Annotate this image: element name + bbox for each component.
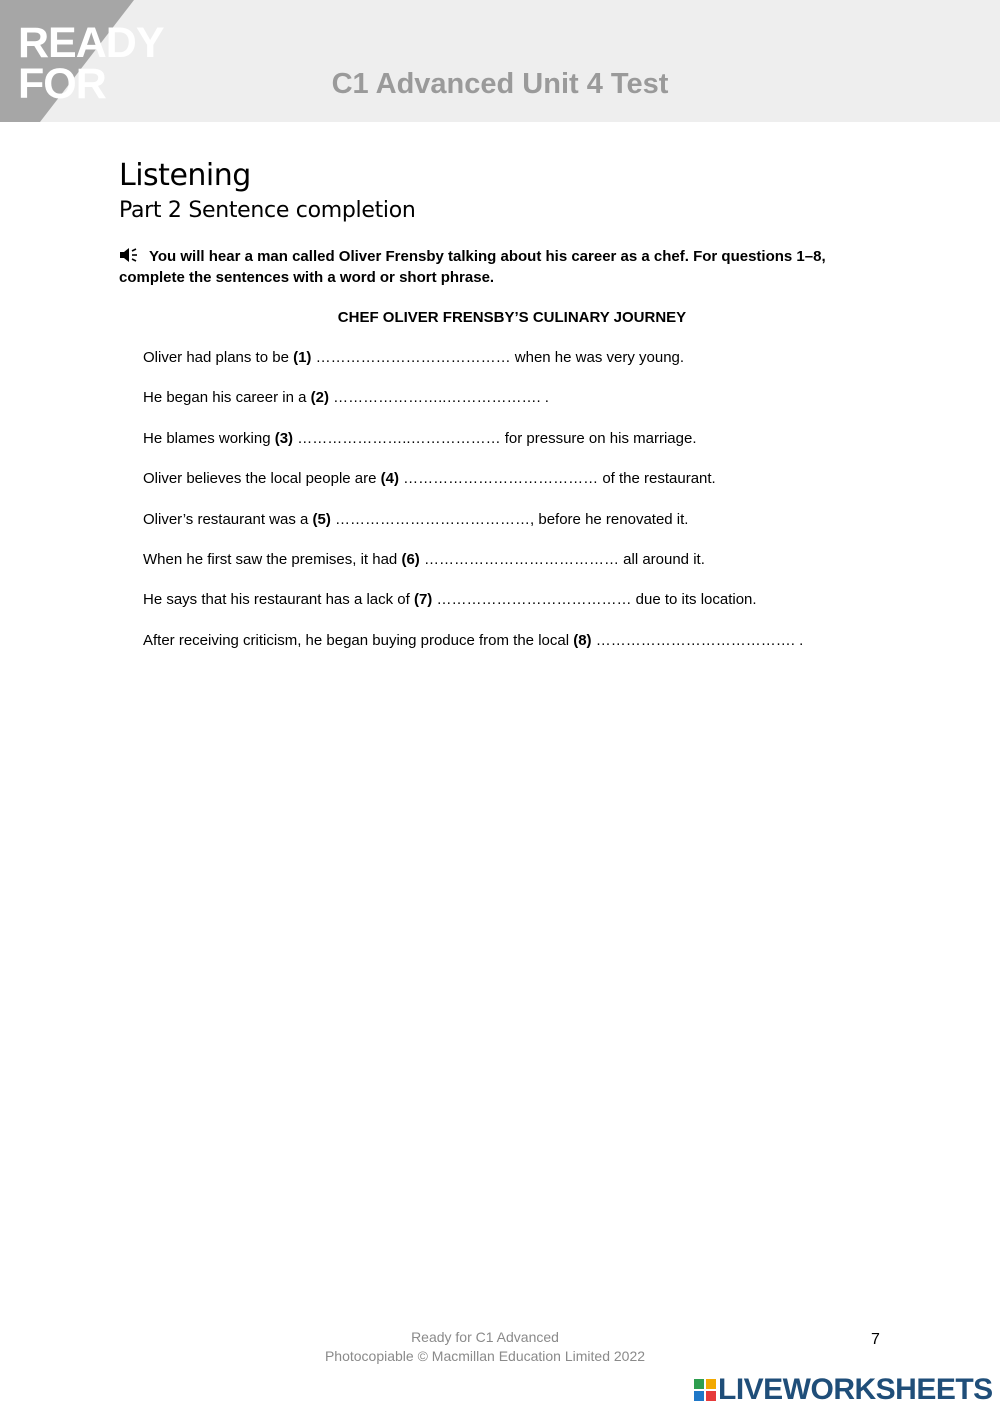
list-item: [143, 589, 803, 629]
list-item: [143, 428, 803, 468]
answer-blank[interactable]: ………………………………….: [591, 631, 800, 649]
instructions-text: You will hear a man called Oliver Frensby talking about his career as a chef. For questions 1–8, complete the sentences with a word or short phrase.: [119, 248, 826, 286]
instructions: [119, 246, 859, 288]
item-text: of the restaurant.: [602, 470, 716, 488]
page-number: 7: [871, 1331, 880, 1348]
item-number: (1): [293, 349, 312, 366]
item-text: .: [799, 631, 804, 649]
item-number: (7): [413, 591, 433, 609]
list-item: [143, 468, 803, 508]
item-number: (5): [312, 510, 331, 528]
list-item: [143, 630, 803, 670]
answer-blank[interactable]: …………………..……………….: [328, 389, 545, 407]
item-text: He says that his restaurant has a lack of: [143, 591, 414, 609]
item-text: He began his career in a: [143, 389, 311, 407]
answer-blank[interactable]: …………………………………: [432, 591, 636, 609]
answer-blank[interactable]: …………………………………: [311, 349, 515, 366]
list-item: [143, 387, 803, 427]
answer-blank[interactable]: …………………..………………: [293, 429, 505, 447]
ready-for-logo: [0, 0, 180, 122]
item-text: when he was very young.: [514, 349, 685, 366]
sentence-list: [143, 347, 803, 670]
list-item: [143, 509, 803, 549]
item-text: He blames working: [143, 429, 275, 447]
item-text: for pressure on his marriage.: [504, 429, 697, 447]
part-title: Part 2 Sentence completion: [119, 198, 416, 223]
item-number: (6): [401, 550, 420, 568]
liveworksheets-watermark: [694, 1374, 993, 1406]
footer: [0, 1328, 970, 1366]
item-number: (3): [274, 429, 294, 447]
list-item: [143, 549, 803, 589]
task-title: CHEF OLIVER FRENSBY’S CULINARY JOURNEY: [337, 309, 687, 326]
item-number: (2): [310, 389, 329, 407]
list-item: [143, 347, 803, 387]
item-text: , before he renovated it.: [530, 510, 689, 528]
logo-line1: READY: [18, 19, 164, 67]
answer-blank[interactable]: …………………………………: [419, 550, 624, 568]
footer-line2: Photocopiable © Macmillan Education Limited 2022: [324, 1348, 646, 1364]
item-text: Oliver believes the local people are: [143, 470, 381, 488]
logo-line2: FOR: [18, 60, 106, 108]
item-text: all around it.: [623, 550, 705, 568]
item-text: Oliver had plans to be: [143, 349, 294, 366]
item-text: .: [544, 389, 549, 407]
liveworksheets-text: LIVEWORKSHEETS: [718, 1373, 993, 1406]
footer-line1: Ready for C1 Advanced: [411, 1329, 559, 1345]
speaker-icon: [119, 247, 139, 263]
item-number: (4): [380, 470, 399, 488]
item-text: Oliver’s restaurant was a: [143, 510, 313, 528]
liveworksheets-logo-icon: [694, 1379, 716, 1401]
item-text: When he first saw the premises, it had: [143, 550, 402, 568]
item-number: (8): [573, 631, 592, 649]
answer-blank[interactable]: …………………………………: [398, 470, 603, 488]
page-title: C1 Advanced Unit 4 Test: [331, 68, 669, 100]
item-text: After receiving criticism, he began buying produce from the local: [143, 631, 574, 649]
section-title: Listening: [119, 158, 251, 193]
item-text: due to its location.: [635, 591, 757, 609]
answer-blank[interactable]: …………………………………: [330, 510, 531, 528]
